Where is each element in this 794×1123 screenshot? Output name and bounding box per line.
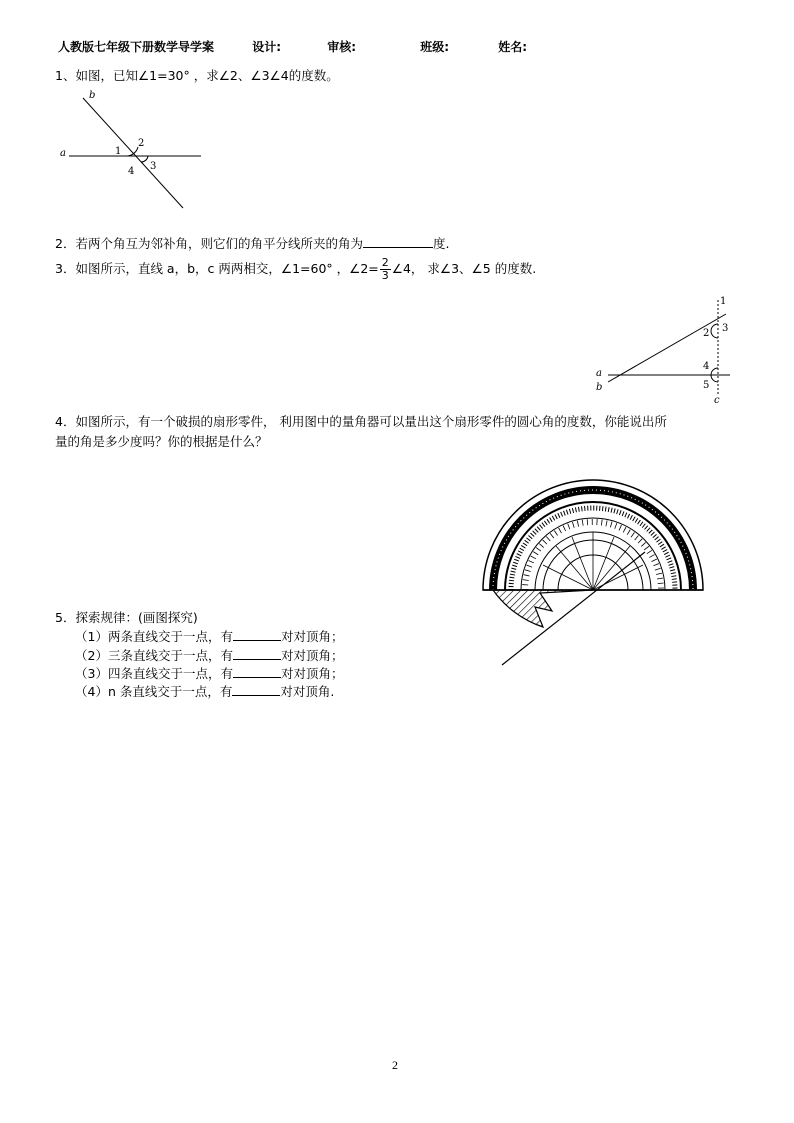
- header-class: 班级:: [420, 40, 450, 54]
- label-angle-1: 1: [115, 146, 122, 157]
- label-c: c: [714, 395, 720, 405]
- label-angle-5: 5: [703, 380, 710, 391]
- q2-text-after: 度.: [432, 236, 450, 251]
- q5-item-4-blank[interactable]: [232, 683, 280, 696]
- page-header: [58, 38, 527, 55]
- question-2: [55, 234, 449, 252]
- question-1: 1、如图，已知∠1=30° ，求∠2、∠3∠4的度数。: [55, 68, 339, 83]
- figure-q1-intersecting-lines: [55, 84, 205, 214]
- q5-item-3-blank[interactable]: [233, 665, 281, 678]
- label-a: a: [596, 368, 602, 379]
- q5-item-2-before: （2）三条直线交于一点，有: [75, 648, 233, 663]
- q5-item-1-after: 对对顶角；: [280, 629, 344, 644]
- q5-item-3-after: 对对顶角；: [280, 666, 344, 681]
- label-angle-3: 3: [722, 323, 729, 334]
- label-angle-2: 2: [703, 328, 710, 339]
- q5-item-2-blank[interactable]: [233, 647, 281, 660]
- q5-item-4-after: 对对顶角.: [280, 684, 335, 699]
- header-title: 人教版七年级下册数学导学案: [58, 40, 215, 54]
- label-angle-2: 2: [138, 138, 145, 149]
- angle-arc-3: [141, 156, 148, 162]
- label-angle-1: 1: [720, 296, 727, 307]
- q3-text-after: ∠4， 求∠3、∠5 的度数.: [391, 261, 537, 276]
- broken-sector-part: [493, 590, 593, 627]
- page-number: 2: [392, 1058, 398, 1072]
- question-5-item-4: [75, 682, 334, 700]
- q5-item-1-blank[interactable]: [233, 628, 281, 641]
- angle-arc-2: [711, 324, 718, 338]
- line-b: [83, 98, 183, 208]
- q2-text-before: 2．若两个角互为邻补角，则它们的角平分线所夹的角为: [55, 236, 363, 251]
- label-b: b: [596, 382, 603, 393]
- q5-item-2-after: 对对顶角；: [280, 648, 344, 663]
- fraction-numerator: 2: [381, 256, 389, 269]
- q2-answer-blank[interactable]: [363, 235, 433, 248]
- q5-item-4-before: （4）n 条直线交于一点，有: [75, 684, 233, 699]
- label-angle-3: 3: [150, 161, 157, 172]
- label-angle-4: 4: [703, 361, 710, 372]
- question-5-item-2: [75, 646, 343, 664]
- header-design: 设计:: [252, 40, 282, 54]
- label-b: b: [89, 90, 96, 101]
- q5-item-3-before: （3）四条直线交于一点，有: [75, 666, 233, 681]
- question-5-title: 5．探索规律：(画图探究): [55, 610, 198, 625]
- figure-q3-three-lines: [590, 290, 740, 405]
- fraction-denominator: 3: [381, 269, 389, 282]
- figure-q4-protractor: [480, 475, 720, 670]
- fraction-two-thirds: [380, 257, 391, 282]
- header-review: 审核:: [327, 40, 357, 54]
- question-4-line-2: 量的角是多少度吗？你的根据是什么？: [55, 434, 268, 449]
- label-angle-4: 4: [128, 166, 135, 177]
- question-3: [55, 257, 536, 282]
- question-5-item-1: [75, 627, 343, 645]
- label-a: a: [60, 148, 66, 159]
- question-4-line-1: 4．如图所示，有一个破损的扇形零件， 利用图中的量角器可以量出这个扇形零件的圆心角的度数，你能说出所: [55, 414, 667, 429]
- header-name: 姓名:: [498, 40, 528, 54]
- q3-text-before: 3．如图所示，直线 a，b，c 两两相交，∠1=60° ，∠2=: [55, 261, 379, 276]
- q5-item-1-before: （1）两条直线交于一点，有: [75, 629, 233, 644]
- question-5-item-3: [75, 664, 343, 682]
